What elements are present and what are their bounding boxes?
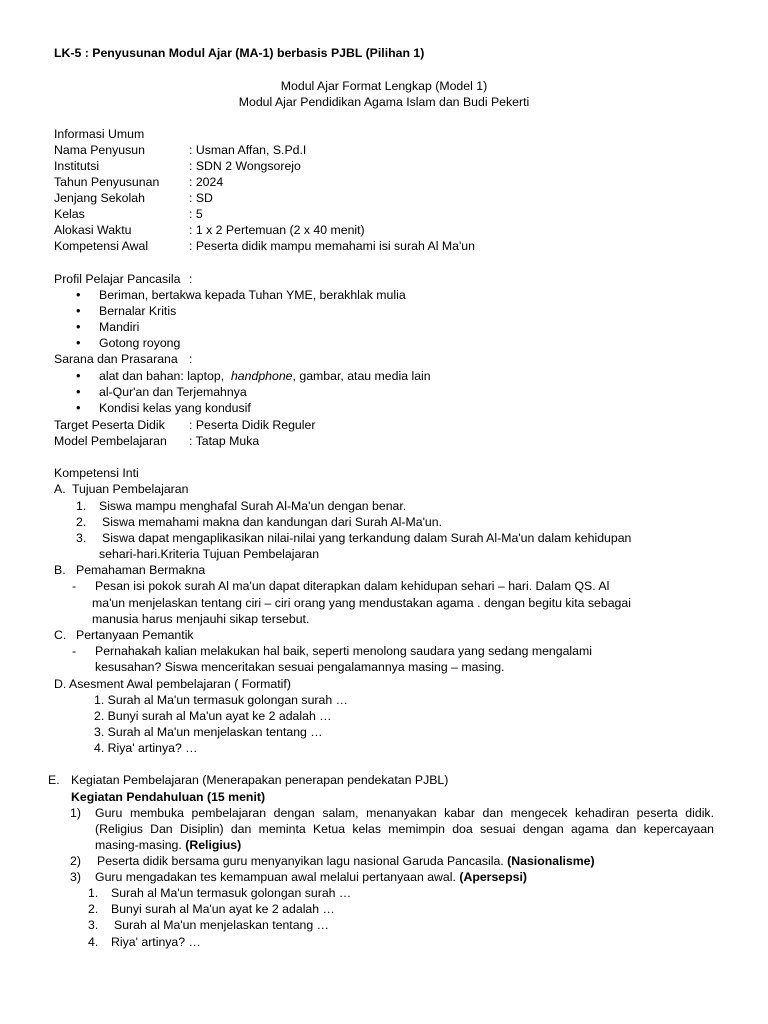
list-marker: A. [54, 482, 66, 496]
info-label: Institutsi [54, 159, 100, 173]
subsection-title: Kegiatan Pendahuluan (15 menit) [71, 790, 266, 804]
list-item: Bernalar Kritis [99, 304, 177, 318]
bullet-icon: • [76, 287, 81, 302]
list-item: Riya' artinya? … [111, 935, 201, 949]
paragraph-line: Guru membuka pembelajaran dengan salam, menanyakan kabar dan mengecek kehadiran peserta didik. [95, 806, 714, 820]
list-number: 1) [70, 806, 81, 820]
list-item: Siswa memahami makna dan kandungan dari Surah Al-Ma'un. [102, 515, 443, 529]
paragraph-line: (Religius Dan Disiplin) dan meminta Ketua kelas memimpin doa sesuai dengan agama dan kepercayaan [95, 822, 714, 836]
list-item: Gotong royong [99, 336, 181, 350]
dash-marker: - [72, 579, 77, 593]
list-item: Surah al Ma'un termasuk golongan surah … [111, 886, 352, 900]
paragraph-line [97, 853, 595, 869]
list-number: 4. [88, 935, 99, 949]
section-colon: : [189, 272, 193, 286]
item-text-italic: handphone [230, 369, 293, 383]
info-label: Alokasi Waktu [54, 223, 132, 237]
subsection-title: D. Asesment Awal pembelajaran ( Formatif) [54, 677, 291, 691]
list-item: al-Qur'an dan Terjemahnya [99, 385, 247, 399]
info-label: Nama Penyusun [54, 143, 145, 157]
bullet-icon: • [76, 335, 81, 350]
list-item: Siswa dapat mengaplikasikan nilai-nilai yang terkandung dalam Surah Al-Ma'un dalam kehidupan [102, 531, 632, 545]
paragraph-text: Peserta didik bersama guru menyanyikan lagu nasional Garuda Pancasila. [97, 854, 504, 868]
section-heading-informasi-umum: Informasi Umum [54, 127, 145, 141]
bullet-icon: • [76, 303, 81, 318]
info-label: Target Peserta Didik [54, 418, 165, 432]
list-number: 1. [88, 886, 99, 900]
list-item: 1. Surah al Ma'un termasuk golongan surah … [94, 693, 348, 707]
document-subtitle: Modul Ajar Format Lengkap (Model 1) [280, 79, 488, 93]
list-number: 3. [76, 531, 87, 545]
document-title: LK-5 : Penyusunan Modul Ajar (MA-1) berbasis PJBL (Pilihan 1) [54, 46, 425, 60]
bullet-icon: • [76, 384, 81, 399]
character-tag: (Apersepsi) [459, 870, 527, 884]
section-heading-kompetensi-inti: Kompetensi Inti [54, 466, 139, 480]
list-number: 2) [70, 854, 81, 868]
info-value: : Tatap Muka [189, 434, 260, 448]
list-item: 4. Riya' artinya? … [94, 741, 198, 755]
paragraph-line: kesusahan? Siswa menceritakan sesuai pengalamannya masing – masing. [95, 660, 505, 674]
info-label: Tahun Penyusunan [54, 175, 160, 189]
paragraph-line [95, 837, 241, 853]
info-value: : 1 x 2 Pertemuan (2 x 40 menit) [189, 223, 365, 237]
list-number: 2. [76, 515, 87, 529]
paragraph-text: masing-masing. [95, 838, 182, 852]
info-value: : 5 [189, 207, 203, 221]
character-tag: (Nasionalisme) [507, 854, 595, 868]
list-item: Beriman, bertakwa kepada Tuhan YME, berakhlak mulia [99, 288, 406, 302]
character-tag: (Religius) [185, 838, 242, 852]
subsection-title: Tujuan Pembelajaran [72, 482, 189, 496]
dash-marker: - [72, 644, 77, 658]
subsection-title: Pertanyaan Pemantik [76, 628, 194, 642]
info-value: : Peserta didik mampu memahami isi surah Al Ma'un [189, 239, 475, 253]
item-text: alat dan bahan: laptop, [99, 369, 225, 383]
list-item-continuation: sehari-hari.Kriteria Tujuan Pembelajaran [99, 547, 320, 561]
list-number: 3) [70, 870, 81, 884]
list-item: 2. Bunyi surah al Ma'un ayat ke 2 adalah … [94, 709, 332, 723]
list-number: 3. [88, 918, 99, 932]
list-item: Bunyi surah al Ma'un ayat ke 2 adalah … [111, 902, 335, 916]
section-colon: : [189, 352, 193, 366]
info-value: : Peserta Didik Reguler [189, 418, 316, 432]
section-heading-sarana: Sarana dan Prasarana [54, 352, 178, 366]
subsection-title: Pemahaman Bermakna [76, 563, 206, 577]
bullet-icon: • [76, 319, 81, 334]
list-marker: C. [54, 628, 67, 642]
info-value: : 2024 [189, 175, 224, 189]
list-marker: B. [54, 563, 66, 577]
info-label: Kelas [54, 207, 85, 221]
item-text: , gambar, atau media lain [292, 369, 431, 383]
list-item [99, 368, 431, 384]
info-label: Jenjang Sekolah [54, 191, 145, 205]
section-heading-profil: Profil Pelajar Pancasila [54, 272, 181, 286]
list-item: Kondisi kelas yang kondusif [99, 401, 251, 415]
paragraph-text: Guru mengadakan tes kemampuan awal melalui pertanyaan awal. [95, 870, 456, 884]
info-label: Kompetensi Awal [54, 239, 149, 253]
list-item: Mandiri [99, 320, 140, 334]
document-subtitle: Modul Ajar Pendidikan Agama Islam dan Budi Pekerti [238, 95, 530, 109]
bullet-icon: • [76, 400, 81, 415]
paragraph-line: Pesan isi pokok surah Al ma'un dapat diterapkan dalam kehidupan sehari – hari. Dalam QS. Al [95, 579, 610, 593]
info-value: : Usman Affan, S.Pd.I [189, 143, 307, 157]
list-number: 1. [76, 499, 87, 513]
paragraph-line [95, 869, 527, 885]
list-item: Surah al Ma'un menjelaskan tentang … [114, 918, 329, 932]
paragraph-line: ma'un menjelaskan tentang ciri – ciri orang yang mendustakan agama . dengan begitu kita sebagai [92, 596, 631, 610]
list-item: 3. Surah al Ma'un menjelaskan tentang … [94, 725, 323, 739]
info-label: Model Pembelajaran [54, 434, 167, 448]
info-value: : SDN 2 Wongsorejo [189, 159, 301, 173]
list-marker: E. [48, 773, 60, 787]
paragraph-line: manusia harus menjauhi sikap tersebut. [92, 612, 310, 626]
list-number: 2. [88, 902, 99, 916]
section-heading-kegiatan: Kegiatan Pembelajaran (Menerapakan penerapan pendekatan PJBL) [71, 773, 449, 787]
info-value: : SD [189, 191, 213, 205]
paragraph-line: Pernahakah kalian melakukan hal baik, seperti menolong saudara yang sedang mengalami [95, 644, 592, 658]
list-item: Siswa mampu menghafal Surah Al-Ma'un dengan benar. [99, 499, 407, 513]
bullet-icon: • [76, 368, 81, 383]
